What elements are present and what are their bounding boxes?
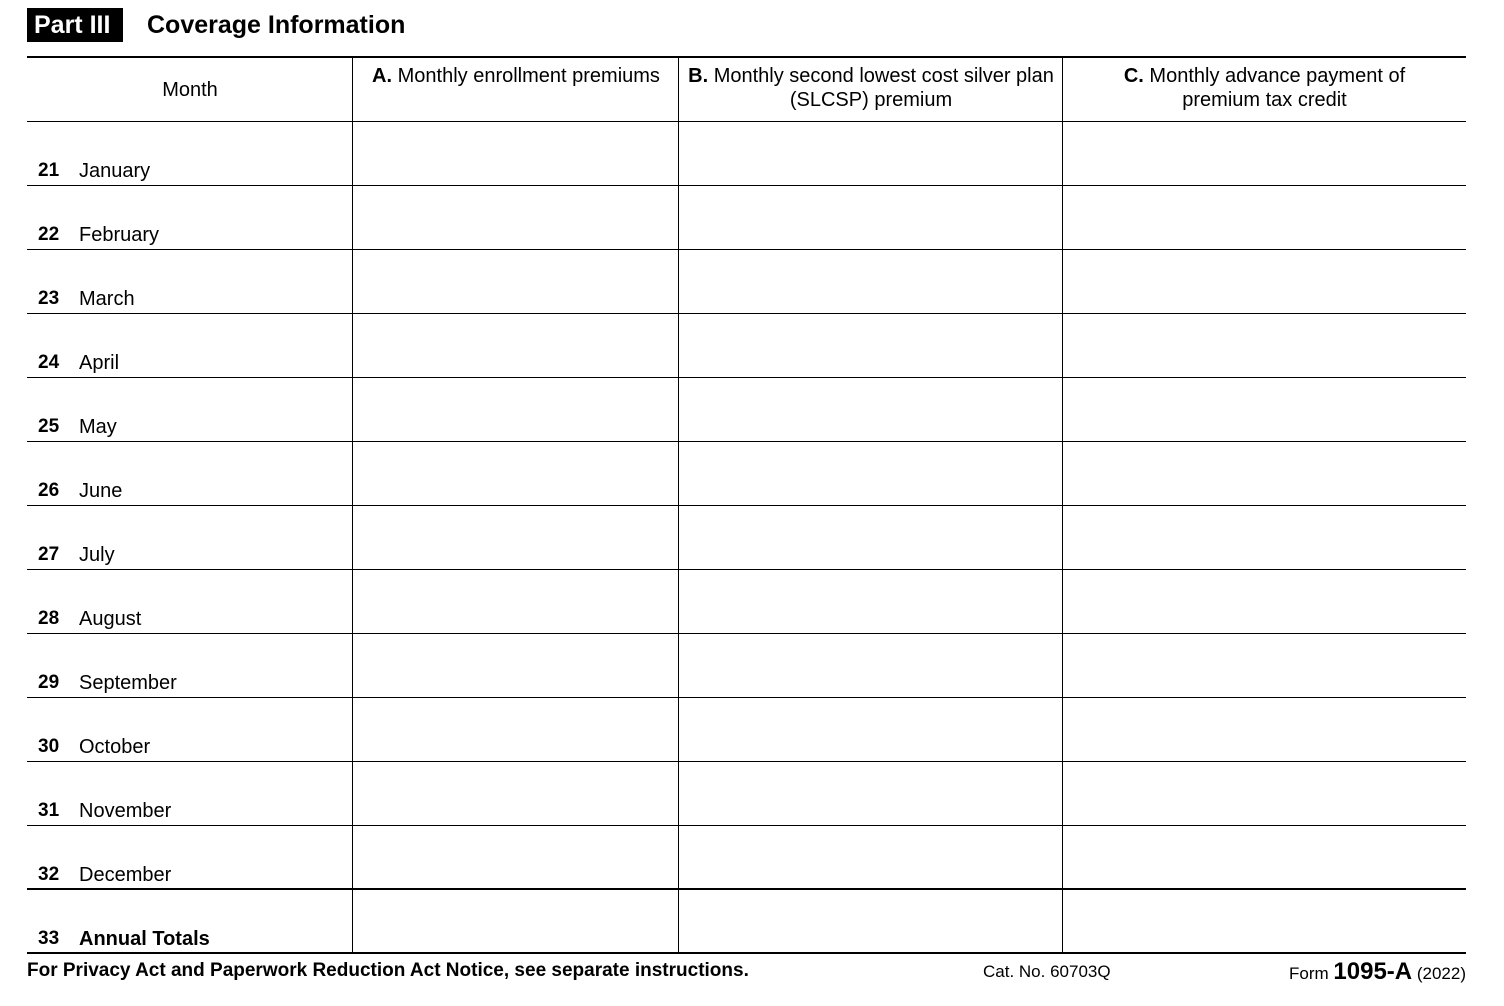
column-a-letter: A.: [372, 65, 393, 87]
amount-cell-c[interactable]: [1063, 570, 1466, 634]
form-word: Form: [1289, 964, 1329, 983]
row-label-june: [27, 442, 353, 506]
column-header-a: [353, 58, 679, 122]
amount-cell-c[interactable]: [1063, 314, 1466, 378]
amount-cell-c[interactable]: [1063, 634, 1466, 698]
amount-cell-c[interactable]: [1063, 826, 1466, 890]
column-c-text: Monthly advance payment of premium tax credit: [1149, 65, 1406, 111]
month-label: February: [79, 224, 160, 246]
form-year: (2022): [1416, 964, 1466, 983]
part-title: Coverage Information: [147, 11, 406, 39]
amount-cell-b[interactable]: [679, 122, 1063, 186]
month-label: December: [79, 864, 172, 886]
row-label-july: [27, 506, 353, 570]
amount-cell-b[interactable]: [679, 826, 1063, 890]
row-label-february: [27, 186, 353, 250]
coverage-table: [27, 56, 1466, 952]
amount-cell-a[interactable]: [353, 634, 679, 698]
amount-cell-b[interactable]: [679, 762, 1063, 826]
amount-cell-b[interactable]: [679, 890, 1063, 954]
line-number: 26: [38, 480, 60, 501]
catalog-number: Cat. No. 60703Q: [983, 962, 1111, 981]
amount-cell-a[interactable]: [353, 186, 679, 250]
line-number: 21: [38, 160, 60, 181]
row-label-annual-totals: [27, 890, 353, 954]
amount-cell-c[interactable]: [1063, 762, 1466, 826]
row-label-april: [27, 314, 353, 378]
amount-cell-a[interactable]: [353, 890, 679, 954]
column-header-month-label: Month: [162, 79, 218, 101]
amount-cell-c[interactable]: [1063, 250, 1466, 314]
row-label-september: [27, 634, 353, 698]
line-number: 23: [38, 288, 60, 309]
line-number: 31: [38, 800, 60, 821]
column-a-text: Monthly enrollment premiums: [397, 65, 660, 87]
row-label-october: [27, 698, 353, 762]
month-label: Annual Totals: [79, 928, 210, 950]
column-b-letter: B.: [688, 65, 709, 87]
amount-cell-c[interactable]: [1063, 442, 1466, 506]
amount-cell-c[interactable]: [1063, 186, 1466, 250]
column-b-text: Monthly second lowest cost silver plan (SLCSP) premium: [713, 65, 1054, 111]
amount-cell-a[interactable]: [353, 250, 679, 314]
form-number: 1095-A: [1333, 958, 1413, 985]
month-label: March: [79, 288, 135, 310]
line-number: 32: [38, 864, 60, 885]
row-label-december: [27, 826, 353, 890]
amount-cell-a[interactable]: [353, 314, 679, 378]
line-number: 29: [38, 672, 60, 693]
privacy-notice: For Privacy Act and Paperwork Reduction Act Notice, see separate instructions.: [27, 960, 749, 981]
amount-cell-c[interactable]: [1063, 698, 1466, 762]
month-label: July: [79, 544, 115, 566]
amount-cell-a[interactable]: [353, 762, 679, 826]
month-label: May: [79, 416, 117, 438]
line-number: 25: [38, 416, 60, 437]
amount-cell-b[interactable]: [679, 186, 1063, 250]
month-label: October: [79, 736, 151, 758]
amount-cell-b[interactable]: [679, 506, 1063, 570]
amount-cell-b[interactable]: [679, 314, 1063, 378]
amount-cell-b[interactable]: [679, 250, 1063, 314]
row-divider: [27, 952, 1466, 954]
row-label-november: [27, 762, 353, 826]
column-header-b: [679, 58, 1063, 122]
row-label-august: [27, 570, 353, 634]
line-number: 27: [38, 544, 60, 565]
row-label-may: [27, 378, 353, 442]
part-header: [27, 8, 405, 42]
amount-cell-c[interactable]: [1063, 122, 1466, 186]
amount-cell-a[interactable]: [353, 378, 679, 442]
amount-cell-a[interactable]: [353, 570, 679, 634]
month-label: August: [79, 608, 142, 630]
amount-cell-b[interactable]: [679, 698, 1063, 762]
form-footer: [27, 958, 1466, 986]
part-badge: Part III: [27, 8, 123, 42]
column-header-c: [1063, 58, 1466, 122]
amount-cell-c[interactable]: [1063, 890, 1466, 954]
amount-cell-a[interactable]: [353, 826, 679, 890]
row-label-march: [27, 250, 353, 314]
month-label: April: [79, 352, 120, 374]
amount-cell-a[interactable]: [353, 122, 679, 186]
amount-cell-c[interactable]: [1063, 506, 1466, 570]
line-number: 33: [38, 928, 60, 949]
amount-cell-b[interactable]: [679, 442, 1063, 506]
line-number: 30: [38, 736, 60, 757]
line-number: 24: [38, 352, 60, 373]
amount-cell-b[interactable]: [679, 378, 1063, 442]
line-number: 28: [38, 608, 60, 629]
form-identifier: [1289, 958, 1466, 986]
column-header-month: [27, 58, 353, 122]
amount-cell-b[interactable]: [679, 570, 1063, 634]
amount-cell-a[interactable]: [353, 506, 679, 570]
month-label: November: [79, 800, 172, 822]
month-label: June: [79, 480, 123, 502]
month-label: January: [79, 160, 151, 182]
row-label-january: [27, 122, 353, 186]
amount-cell-a[interactable]: [353, 698, 679, 762]
column-c-letter: C.: [1123, 65, 1144, 87]
amount-cell-a[interactable]: [353, 442, 679, 506]
month-label: September: [79, 672, 177, 694]
line-number: 22: [38, 224, 60, 245]
amount-cell-b[interactable]: [679, 634, 1063, 698]
amount-cell-c[interactable]: [1063, 378, 1466, 442]
